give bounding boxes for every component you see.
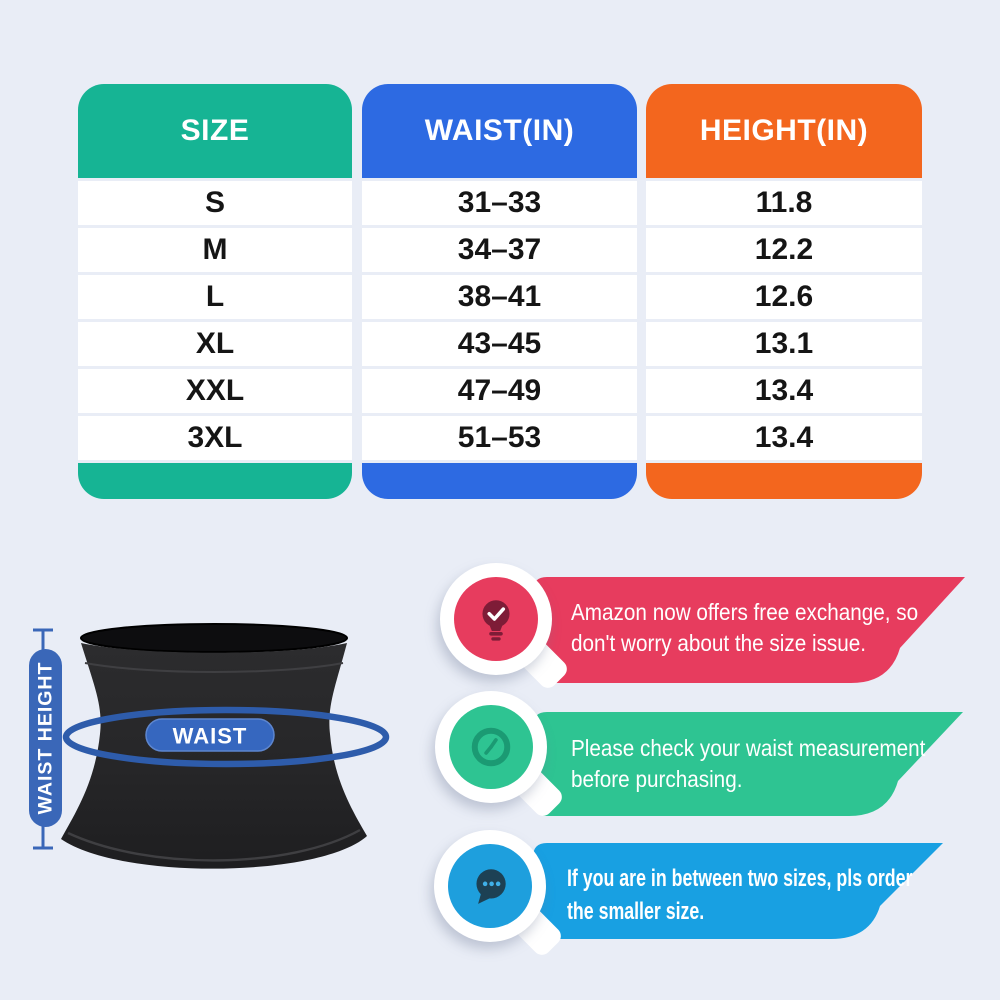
waist-height-label: WAIST HEIGHT [34, 661, 57, 815]
table-cell-waist-xl: 43–45 [362, 322, 637, 366]
callout-text-exchange [571, 597, 918, 659]
callout-line: the smaller size. [567, 898, 705, 925]
table-cell-waist-xxl: 47–49 [362, 369, 637, 413]
size-column-header [78, 84, 352, 178]
waist-header-label: WAIST(IN) [424, 114, 575, 147]
table-cell-height-3xl: 13.4 [646, 416, 922, 460]
table-cell-size-s: S [78, 181, 352, 225]
chat-bubble-icon [448, 844, 532, 928]
table-cell-height-l: 12.6 [646, 275, 922, 319]
clock-icon [449, 705, 533, 789]
trainer-opening [81, 624, 347, 652]
table-cell-height-xxl: 13.4 [646, 369, 922, 413]
waist-trainer-diagram [0, 555, 480, 1000]
callout-badge-red [440, 563, 552, 675]
bulb-check-icon [454, 577, 538, 661]
callout-line: If you are in between two sizes, pls order [567, 865, 913, 892]
height-column [646, 84, 922, 499]
callout-line: before purchasing. [571, 766, 743, 792]
table-cell-waist-s: 31–33 [362, 181, 637, 225]
table-cell-waist-3xl: 51–53 [362, 416, 637, 460]
callout-badge-green [435, 691, 547, 803]
callout-text-between-sizes [567, 862, 912, 928]
callout-line: don't worry about the size issue. [571, 630, 867, 656]
waist-column-header [362, 84, 637, 178]
height-header-label: HEIGHT(IN) [699, 114, 869, 147]
table-cell-waist-m: 34–37 [362, 228, 637, 272]
waist-label: WAIST [172, 723, 248, 749]
waist-column [362, 84, 637, 499]
size-header-label: SIZE [180, 114, 250, 147]
table-cell-size-3xl: 3XL [78, 416, 352, 460]
size-column [78, 84, 352, 499]
table-cell-size-l: L [78, 275, 352, 319]
callout-line: Amazon now offers free exchange, so [571, 599, 919, 625]
callout-line: Please check your waist measurement [571, 735, 926, 761]
height-column-header [646, 84, 922, 178]
table-cell-height-s: 11.8 [646, 181, 922, 225]
table-cell-height-m: 12.2 [646, 228, 922, 272]
size-column-footer [78, 463, 352, 499]
table-cell-size-xl: XL [78, 322, 352, 366]
callout-badge-blue [434, 830, 546, 942]
table-cell-height-xl: 13.1 [646, 322, 922, 366]
height-column-footer [646, 463, 922, 499]
table-cell-size-xxl: XXL [78, 369, 352, 413]
callout-text-measure [571, 733, 925, 795]
table-cell-size-m: M [78, 228, 352, 272]
waist-column-footer [362, 463, 637, 499]
table-cell-waist-l: 38–41 [362, 275, 637, 319]
